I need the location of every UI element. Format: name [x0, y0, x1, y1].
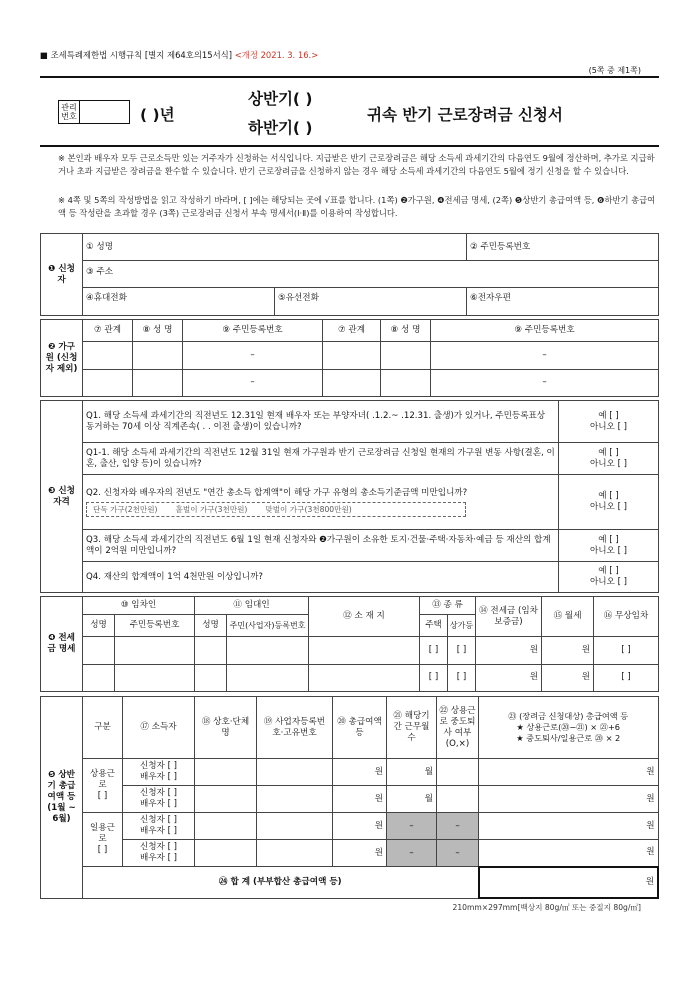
hh-rrn-header-2: ⑨ 주민등록번호	[431, 320, 659, 342]
pay-regno-cell[interactable]	[257, 759, 333, 786]
col-business-header: ⑱ 상호·단체명	[195, 697, 257, 759]
pay-midleave-disabled: –	[437, 813, 479, 840]
applicant-mobile-field[interactable]: ④휴대전화	[83, 288, 275, 316]
pay-calc-cell[interactable]: 원	[479, 840, 659, 867]
deposit-amount-cell[interactable]: 원	[476, 637, 542, 665]
question-q1-1: Q1-1. 해당 소득세 과세기간의 직전년도 12월 31일 현재 가구원과 반기 근로장려금 신청일 현재의 가구원 변동 사항(결혼, 이혼, 출산, 입양 등)이 있습니까?	[83, 443, 559, 475]
hh-name-header: ⑧ 성 명	[133, 320, 183, 342]
regular-work-checkbox[interactable]: [ ]	[97, 791, 108, 801]
applicant-checkbox[interactable]: 신청자 [ ]	[139, 761, 178, 771]
deposit-row-cell[interactable]	[195, 664, 227, 692]
household-section-label: ❷ 가구원 (신청자 제외)	[41, 320, 83, 397]
title-rule	[40, 145, 659, 147]
rule-ref: ■ 조세특례제한법 시행규칙 [별지 제64호의15서식]	[40, 50, 233, 60]
deposit-row-cell[interactable]	[227, 637, 309, 665]
question-q2: Q2. 신청자와 배우자의 전년도 "연간 총소득 합계액"이 해당 가구 유형의 총소득기준금액 미만입니까?	[86, 487, 468, 498]
hh-rel-cell[interactable]	[323, 342, 381, 370]
pay-midleave-cell[interactable]	[437, 759, 479, 786]
tenant-name-header: 성명	[83, 615, 115, 637]
q4-no-checkbox[interactable]: 아니오 [ ]	[589, 577, 628, 587]
spouse-checkbox[interactable]: 배우자 [ ]	[139, 799, 178, 809]
form-title: 귀속 반기 근로장려금 신청서	[367, 106, 563, 124]
eligibility-section	[40, 400, 659, 593]
page-number: (5쪽 중 제1쪽)	[588, 66, 641, 75]
hh-name-cell[interactable]	[381, 342, 431, 370]
first-half-pay-section	[40, 696, 659, 899]
q3-yes-checkbox[interactable]: 예 [ ]	[598, 534, 619, 545]
mgmt-label: 관리번호	[59, 101, 80, 123]
tenant-rrn-header: 주민등록번호	[115, 615, 195, 637]
pay-business-cell[interactable]	[195, 840, 257, 867]
daily-work-checkbox[interactable]: [ ]	[97, 845, 108, 855]
deposit-row-cell[interactable]	[115, 637, 195, 665]
pay-months-disabled: –	[387, 813, 437, 840]
pay-total-cell[interactable]: 원	[333, 786, 387, 813]
applicant-section-label: ❶ 신청자	[41, 234, 83, 316]
office-checkbox[interactable]: [ ]	[448, 637, 476, 665]
col-calc-header: ㉓ (장려금 신청대상) 총급여액 등	[508, 711, 629, 721]
free-lease-checkbox[interactable]: [ ]	[594, 664, 659, 692]
deposit-header: ⑭ 전세금 (임차보증금)	[476, 597, 542, 637]
question-q4: Q4. 재산의 합계액이 1억 4천만원 이상입니까?	[83, 562, 559, 593]
deposit-row-cell[interactable]	[83, 664, 115, 692]
free-lease-header: ⑯ 무상임차	[594, 597, 659, 637]
house-checkbox[interactable]: [ ]	[420, 664, 448, 692]
revision-date: <개정 2021. 3. 16.>	[234, 50, 319, 60]
pay-business-cell[interactable]	[195, 759, 257, 786]
spouse-checkbox[interactable]: 배우자 [ ]	[139, 826, 178, 836]
deposit-row-cell[interactable]	[309, 664, 420, 692]
pay-midleave-cell[interactable]	[437, 786, 479, 813]
q1-1-no-checkbox[interactable]: 아니오 [ ]	[589, 458, 628, 469]
q2-yes-checkbox[interactable]: 예 [ ]	[598, 491, 619, 501]
deposit-row-cell[interactable]	[195, 637, 227, 665]
col-regno-header: ⑲ 사업자등록번호·고유번호	[257, 697, 333, 759]
pay-calc-cell[interactable]: 원	[479, 786, 659, 813]
col-type-header: 구분	[83, 697, 123, 759]
landlord-rrn-header: 주민(사업자)등록번호	[227, 615, 309, 637]
rent-header: ⑮ 월세	[542, 597, 594, 637]
rent-amount-cell[interactable]: 원	[542, 637, 594, 665]
hh-rel-cell[interactable]	[323, 369, 381, 397]
pay-total-cell[interactable]: 원	[333, 759, 387, 786]
applicant-checkbox[interactable]: 신청자 [ ]	[139, 788, 178, 798]
pay-business-cell[interactable]	[195, 786, 257, 813]
question-q1: Q1. 해당 소득세 과세기간의 직전년도 12.31일 현재 배우자 또는 부양자녀( .1.2.~ .12.31. 출생)가 있거나, 주민등록표상 동거하는 70세 이상 직계존속( . . 이전 출생)이 있습니까?	[83, 401, 559, 443]
pay-calc-cell[interactable]: 원	[479, 813, 659, 840]
hh-rel-header-2: ⑦ 관계	[323, 320, 381, 342]
applicant-name-field[interactable]: ① 성명	[83, 234, 467, 261]
regular-work-label: 상용근로	[90, 769, 115, 790]
question-q3: Q3. 해당 소득세 과세기간의 직전년도 6월 1일 현재 신청자와 ❷가구원이 소유한 토지·건물·주택·자동차·예금 등 재산의 합계액이 2억원 미만입니까?	[83, 530, 559, 562]
q4-yes-checkbox[interactable]: 예 [ ]	[598, 566, 619, 576]
landlord-header: ⑪ 임대인	[195, 597, 309, 615]
daily-work-label: 일용근로	[90, 823, 115, 844]
household-section	[40, 319, 659, 397]
pay-regno-cell[interactable]	[257, 786, 333, 813]
second-half-option[interactable]: 하반기( )	[248, 119, 313, 137]
pay-total-cell[interactable]: 원	[333, 840, 387, 867]
location-header: ⑫ 소 재 지	[309, 597, 420, 637]
household-type-options	[86, 502, 466, 517]
spouse-checkbox[interactable]: 배우자 [ ]	[139, 772, 178, 782]
applicant-checkbox[interactable]: 신청자 [ ]	[139, 815, 178, 825]
hh-rrn-cell[interactable]: –	[431, 369, 659, 397]
single-household-option: 단독 가구(2천만원)	[93, 504, 158, 514]
col-earner-header: ⑰ 소득자	[123, 697, 195, 759]
tenant-header: ⑩ 임차인	[83, 597, 195, 615]
deposit-row-cell[interactable]	[83, 637, 115, 665]
form-header	[40, 49, 318, 61]
pay-regno-cell[interactable]	[257, 813, 333, 840]
hh-name-cell[interactable]	[133, 342, 183, 370]
calc-rule-regular: ★ 상용근로(⑳−㉑) × ㉑+6	[516, 722, 621, 732]
deposit-row-cell[interactable]	[115, 664, 195, 692]
note-1: ※ 본인과 배우자 모두 근로소득만 있는 거주자가 신청하는 서식입니다. 지급받은 반기 근로장려금은 해당 소득세 과세기간의 다음연도 9월에 정산하며, 추가로 지급하거나 초과 지급받은 장려금을 환수할 수 있습니다. 반기 근로장려금을 신청하지 않는 경우 해당 소득세 과세기간의 다음연도 5월에 정기 신청을 할 수 있습니다.	[58, 153, 655, 176]
deposit-section	[40, 596, 659, 692]
pay-regno-cell[interactable]	[257, 840, 333, 867]
hh-rrn-cell[interactable]: –	[183, 342, 323, 370]
pay-section-label: ❺ 상반기 총급여액 등 (1월 ~ 6월)	[41, 697, 83, 899]
applicant-checkbox[interactable]: 신청자 [ ]	[139, 842, 178, 852]
hh-name-cell[interactable]	[133, 369, 183, 397]
dual-income-option: 맞벌이 가구(3천800만원)	[265, 504, 352, 514]
top-rule	[40, 76, 659, 78]
pay-months-cell[interactable]: 월	[387, 786, 437, 813]
deposit-row-cell[interactable]	[227, 664, 309, 692]
paper-spec: 210mm×297mm[백상지 80g/㎡ 또는 중질지 80g/㎡]	[452, 903, 641, 912]
hh-rel-cell[interactable]	[83, 369, 133, 397]
hh-name-header-2: ⑧ 성 명	[381, 320, 431, 342]
q3-no-checkbox[interactable]: 아니오 [ ]	[589, 545, 628, 556]
applicant-section	[40, 233, 659, 316]
eligibility-section-label: ❸ 신청 자격	[41, 401, 83, 593]
office-checkbox[interactable]: [ ]	[448, 664, 476, 692]
deposit-row-cell[interactable]	[309, 637, 420, 665]
col-midleave-header: ㉒ 상용근로 중도퇴사 여부(O,×)	[437, 697, 479, 759]
note-2: ※ 4쪽 및 5쪽의 작성방법을 읽고 작성하기 바라며, [ ]에는 해당되는 곳에 √표를 합니다. (1쪽) ❷가구원, ❹전세금 명세, (2쪽) ❺상반기 총급여액 등, ❻하반기 총급여액 등 작성란을 초과할 경우 (3쪽) 근로장려금 신청서 부속 명세서(Ⅰ·Ⅱ)를 이용하여 작성합니다.	[58, 195, 656, 218]
pay-total-cell[interactable]: 원	[333, 813, 387, 840]
q1-yes-checkbox[interactable]: 예 [ ]	[598, 410, 619, 421]
sum-label: ㉔ 합 계 (부부합산 총급여액 등)	[83, 867, 479, 899]
single-income-option: 홑벌이 가구(3천만원)	[175, 504, 248, 514]
pay-months-disabled: –	[387, 840, 437, 867]
mgmt-number-box[interactable]	[58, 100, 130, 124]
deposit-section-label: ❹ 전세금 명세	[41, 597, 83, 692]
applicant-rrn-field[interactable]: ② 주민등록번호	[467, 234, 659, 261]
pay-calc-cell[interactable]: 원	[479, 759, 659, 786]
applicant-email-field[interactable]: ⑥전자우편	[467, 288, 659, 316]
applicant-address-field[interactable]: ③ 주소	[83, 261, 659, 288]
calc-rule-daily: ★ 중도퇴사/일용근로 ⑳ × 2	[516, 733, 621, 743]
hh-rel-cell[interactable]	[83, 342, 133, 370]
pay-midleave-disabled: –	[437, 840, 479, 867]
col-total-header: ⑳ 총급여액 등	[333, 697, 387, 759]
landlord-name-header: 성명	[195, 615, 227, 637]
hh-rrn-cell[interactable]: –	[431, 342, 659, 370]
house-header: 주택	[420, 615, 448, 637]
pay-business-cell[interactable]	[195, 813, 257, 840]
house-checkbox[interactable]: [ ]	[420, 637, 448, 665]
pay-months-cell[interactable]: 월	[387, 759, 437, 786]
q1-no-checkbox[interactable]: 아니오 [ ]	[589, 421, 628, 432]
rent-amount-cell[interactable]: 원	[542, 664, 594, 692]
office-header: 상가등	[448, 615, 476, 637]
hh-rel-header: ⑦ 관계	[83, 320, 133, 342]
deposit-amount-cell[interactable]: 원	[476, 664, 542, 692]
hh-rrn-cell[interactable]: –	[183, 369, 323, 397]
applicant-phone-field[interactable]: ⑤유선전화	[275, 288, 467, 316]
first-half-option[interactable]: 상반기( )	[248, 90, 313, 108]
hh-rrn-header: ⑨ 주민등록번호	[183, 320, 323, 342]
sum-total-cell[interactable]: 원	[479, 867, 659, 899]
q2-no-checkbox[interactable]: 아니오 [ ]	[589, 502, 628, 512]
free-lease-checkbox[interactable]: [ ]	[594, 637, 659, 665]
spouse-checkbox[interactable]: 배우자 [ ]	[139, 853, 178, 863]
year-field[interactable]: ( )년	[140, 106, 175, 124]
kind-header: ⑬ 종 류	[420, 597, 476, 615]
hh-name-cell[interactable]	[381, 369, 431, 397]
col-months-header: ㉑ 해당기간 근무월수	[387, 697, 437, 759]
q1-1-yes-checkbox[interactable]: 예 [ ]	[598, 447, 619, 458]
